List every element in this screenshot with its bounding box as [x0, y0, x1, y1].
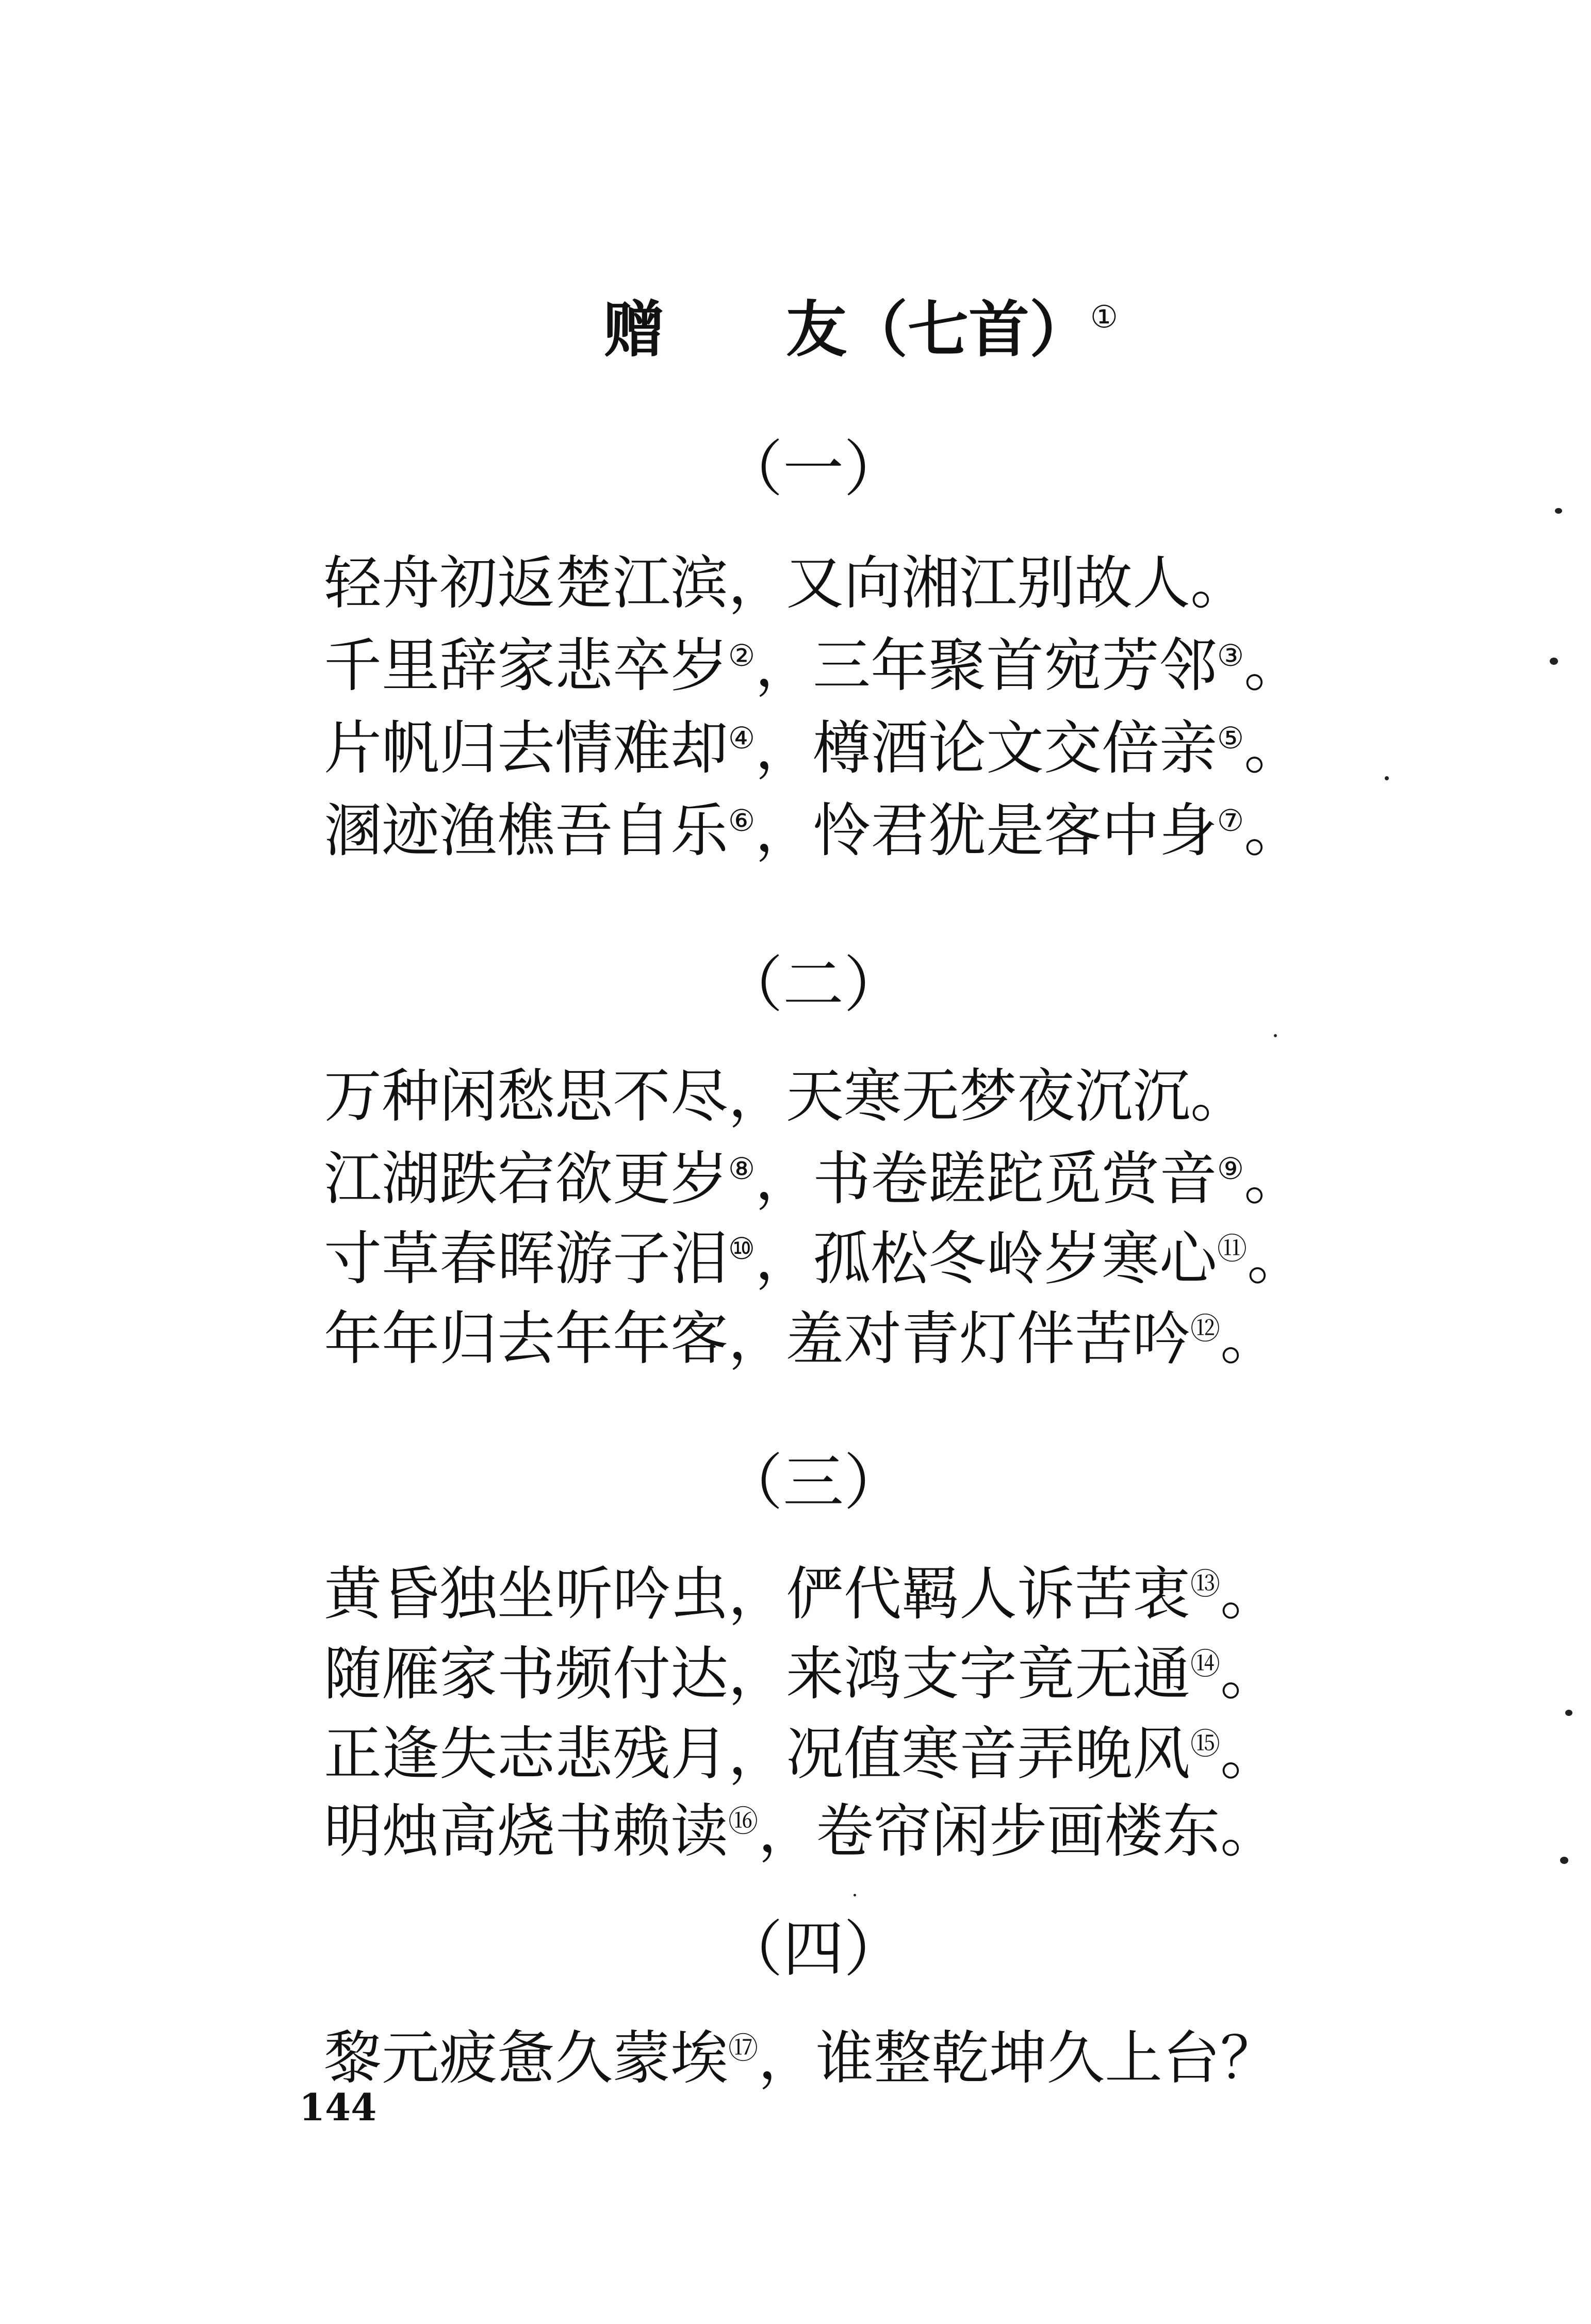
footnote-marker: ⑭ — [1190, 1646, 1221, 1681]
line-text: ，三年聚首宛芳邻 — [755, 632, 1217, 699]
line-text: 明烛高烧书赖读 — [324, 1798, 728, 1865]
title-footnote-marker: ① — [1090, 299, 1118, 335]
poem-line — [324, 2025, 1278, 2092]
section-heading-4: （四） — [722, 1913, 905, 1985]
section-heading-1: （一） — [722, 433, 905, 504]
line-text: ，孤松冬岭岁寒心 — [755, 1225, 1217, 1292]
footnote-marker: ⑪ — [1217, 1231, 1248, 1266]
page-number: 144 — [299, 2085, 377, 2129]
line-end-punct: 。 — [1244, 797, 1302, 864]
line-end-punct: 。 — [1190, 1063, 1248, 1130]
scan-speck — [1555, 508, 1562, 514]
footnote-marker: ④ — [728, 721, 755, 756]
page-title — [603, 294, 1118, 365]
footnote-marker: ⑤ — [1217, 721, 1244, 756]
line-end-punct: 。 — [1247, 1225, 1305, 1292]
footnote-marker: ⑫ — [1190, 1311, 1221, 1346]
poem-line — [324, 1721, 1278, 1788]
scan-speck — [1550, 658, 1558, 665]
footnote-marker: ⑮ — [1190, 1726, 1221, 1761]
scan-speck — [1385, 776, 1389, 780]
line-end-punct: 。 — [1244, 632, 1302, 699]
footnote-marker: ⑬ — [1190, 1566, 1221, 1601]
footnote-marker: ⑰ — [728, 2031, 759, 2066]
poem-line — [324, 1561, 1278, 1628]
poem-line — [324, 715, 1302, 782]
line-end-punct: 。 — [1190, 550, 1248, 617]
footnote-marker: ⑨ — [1217, 1151, 1244, 1186]
line-text: 万种闲愁思不尽 — [324, 1063, 728, 1130]
line-end-punct: 。 — [1220, 1641, 1278, 1708]
section-heading-3: （三） — [722, 1447, 905, 1518]
line-text: ，谁整乾坤久上台 — [758, 2025, 1221, 2092]
line-end-punct: ？ — [1220, 2025, 1278, 2092]
poem-line — [324, 1798, 1278, 1865]
line-end-punct: 。 — [1244, 715, 1302, 782]
poem-line — [324, 797, 1302, 864]
poem-line — [324, 550, 1248, 617]
line-text: ，来鸿支字竟无通 — [728, 1641, 1190, 1708]
line-text: 千里辞家悲卒岁 — [324, 632, 728, 699]
line-end-punct: 。 — [1220, 1721, 1278, 1788]
line-text: 江湖跌宕欲更岁 — [324, 1145, 728, 1213]
poem-line — [324, 1063, 1248, 1130]
page-title-text: 赠 友（七首） — [603, 294, 1091, 365]
line-end-punct: 。 — [1220, 1798, 1278, 1865]
footnote-marker: ⑦ — [1217, 803, 1244, 838]
line-text: ，卷帘闲步画楼东 — [758, 1798, 1221, 1865]
scan-speck — [1560, 1857, 1568, 1864]
poem-line — [324, 1225, 1305, 1292]
poem-line — [324, 1641, 1278, 1708]
footnote-marker: ② — [728, 638, 755, 673]
scan-speck — [854, 1894, 856, 1896]
footnote-marker: ③ — [1217, 638, 1244, 673]
line-text: 轻舟初返楚江滨 — [324, 550, 728, 617]
line-text: ，又向湘江别故人 — [728, 550, 1190, 617]
line-end-punct: 。 — [1220, 1561, 1278, 1628]
line-text: 片帆归去情难却 — [324, 715, 728, 782]
poem-line — [324, 1305, 1278, 1372]
line-text: 黄昏独坐听吟虫 — [324, 1561, 728, 1628]
line-text: 正逢失志悲残月 — [324, 1721, 728, 1788]
line-text: ，羞对青灯伴苦吟 — [728, 1305, 1190, 1372]
line-end-punct: 。 — [1220, 1305, 1278, 1372]
footnote-marker: ⑯ — [728, 1804, 759, 1839]
line-text: ，怜君犹是客中身 — [755, 797, 1217, 864]
scan-speck — [1274, 1034, 1277, 1037]
line-text: 年年归去年年客 — [324, 1305, 728, 1372]
section-heading-2: （二） — [722, 949, 905, 1020]
poem-line — [324, 632, 1302, 699]
poem-line — [324, 1145, 1302, 1213]
footnote-marker: ⑥ — [728, 803, 755, 838]
line-text: ，书卷蹉跎觅赏音 — [755, 1145, 1217, 1213]
scan-speck — [1565, 1710, 1572, 1716]
line-text: 黎元疲惫久蒙埃 — [324, 2025, 728, 2092]
footnote-marker: ⑧ — [728, 1151, 755, 1186]
line-text: ，俨代羁人诉苦衷 — [728, 1561, 1190, 1628]
line-text: 随雁家书频付达 — [324, 1641, 728, 1708]
footnote-marker: ⑩ — [728, 1231, 755, 1266]
line-text: 溷迹渔樵吾自乐 — [324, 797, 728, 864]
line-end-punct: 。 — [1244, 1145, 1302, 1213]
line-text: ，樽酒论文交倍亲 — [755, 715, 1217, 782]
line-text: ，况值寒音弄晚风 — [728, 1721, 1190, 1788]
line-text: 寸草春晖游子泪 — [324, 1225, 728, 1292]
line-text: ，天寒无梦夜沉沉 — [728, 1063, 1190, 1130]
